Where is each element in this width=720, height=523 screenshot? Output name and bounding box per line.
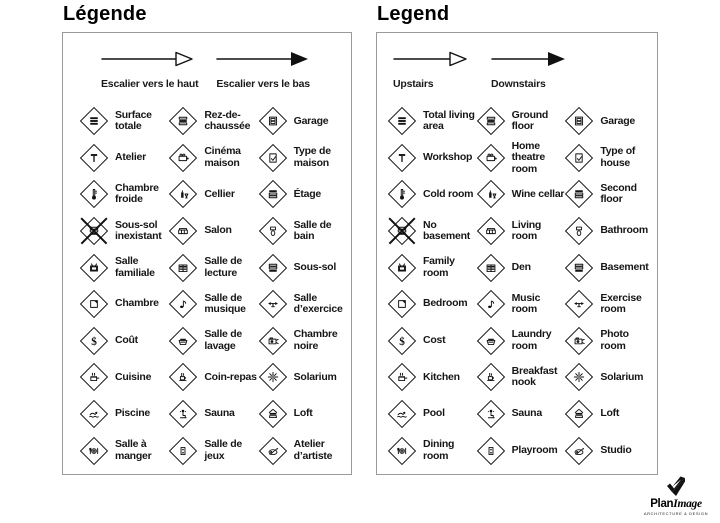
arrow-label: Escalier vers le bas xyxy=(216,78,310,90)
legend-item xyxy=(258,253,347,283)
dumbbell-icon xyxy=(258,289,288,319)
camera-icon xyxy=(564,326,594,356)
planimage-logo xyxy=(638,475,714,516)
legend-item xyxy=(564,216,653,246)
no-basement-icon xyxy=(79,216,109,246)
panel-box-english xyxy=(376,32,658,475)
legend-item-label: Second floor xyxy=(600,181,637,206)
panel-title-english: Legend xyxy=(377,3,450,25)
toilet-icon xyxy=(258,216,288,246)
floors-total-icon xyxy=(387,106,417,136)
legend-item xyxy=(476,216,565,246)
arrow-label: Downstairs xyxy=(491,78,546,90)
legend-panel-english xyxy=(376,3,658,475)
legend-item xyxy=(564,326,653,356)
legend-item xyxy=(476,106,565,136)
floors-second-icon xyxy=(258,179,288,209)
book-icon xyxy=(476,253,506,283)
legend-item-label: Salle d’exercice xyxy=(293,291,343,316)
legend-item-label: Chambre xyxy=(115,297,159,310)
legend-item-label: Basement xyxy=(600,260,649,273)
legend-item-label: Wine cellar xyxy=(511,187,565,200)
legend-item-label: Type of house xyxy=(600,145,636,169)
legend-item-label: Playroom xyxy=(511,443,558,456)
floors-ground-icon xyxy=(476,106,506,136)
cup-icon xyxy=(476,362,506,392)
swimmer-icon xyxy=(387,399,417,429)
svg-text:$: $ xyxy=(399,335,405,348)
arrow-down-solid-icon xyxy=(216,49,310,74)
legend-item xyxy=(79,106,168,136)
legend-item-label: Solarium xyxy=(600,370,644,383)
legend-item-label: Surface totale xyxy=(115,108,152,133)
arrow-down-solid-icon xyxy=(491,49,565,74)
legend-item xyxy=(476,179,565,209)
legend-item xyxy=(168,179,257,209)
legend-item xyxy=(564,399,653,429)
legend-item xyxy=(387,326,476,356)
dollar-icon xyxy=(387,326,417,356)
legend-item xyxy=(79,253,168,283)
legend-item-label: Pool xyxy=(423,407,445,420)
legend-item-label: No basement xyxy=(423,218,471,243)
legend-item xyxy=(168,326,257,356)
sun-icon xyxy=(564,362,594,392)
legend-grid-french xyxy=(79,103,347,469)
legend-item-label: Sauna xyxy=(204,407,235,420)
logo-word-image: Image xyxy=(673,498,702,510)
legend-item-label: Breakfast nook xyxy=(511,364,558,389)
loft-icon xyxy=(258,399,288,429)
legend-item-label: Den xyxy=(511,260,531,273)
legend-item xyxy=(258,106,347,136)
legend-item-label: Rez-de-chaussée xyxy=(204,108,251,133)
legend-item xyxy=(476,436,565,466)
legend-item-label: Salle de bain xyxy=(293,218,332,243)
legend-item xyxy=(79,326,168,356)
legend-item-label: Loft xyxy=(600,407,620,420)
wine-icon xyxy=(476,179,506,209)
loft-icon xyxy=(564,399,594,429)
floors-second-icon xyxy=(564,179,594,209)
dollar-icon xyxy=(79,326,109,356)
legend-item xyxy=(168,289,257,319)
cup-icon xyxy=(168,362,198,392)
legend-item-label: Salle de jeux xyxy=(204,438,243,462)
legend-item xyxy=(168,143,257,173)
toilet-icon xyxy=(564,216,594,246)
legend-item xyxy=(387,179,476,209)
legend-item xyxy=(476,289,565,319)
legend-item xyxy=(564,362,653,392)
floors-basement-icon xyxy=(258,253,288,283)
garage-icon xyxy=(258,106,288,136)
legend-item xyxy=(79,362,168,392)
panel-title-french: Légende xyxy=(63,3,147,25)
planimage-logo-mark-icon xyxy=(663,475,689,498)
legend-item-label: Salle de musique xyxy=(204,291,246,316)
legend-item-label: Garage xyxy=(600,114,636,127)
legend-item xyxy=(476,253,565,283)
legend-item xyxy=(564,106,653,136)
legend-item-label: Garage xyxy=(293,114,329,127)
legend-item-label: Dining room xyxy=(423,438,455,462)
floors-total-icon xyxy=(79,106,109,136)
legend-item-label: Music room xyxy=(511,291,541,316)
legend-item xyxy=(564,253,653,283)
hammer-icon xyxy=(387,143,417,173)
projector-icon xyxy=(476,143,506,173)
sofa-icon xyxy=(168,216,198,246)
legend-item xyxy=(387,362,476,392)
legend-item xyxy=(168,399,257,429)
dumbbell-icon xyxy=(564,289,594,319)
pot-icon xyxy=(387,362,417,392)
palette-icon xyxy=(564,436,594,466)
legend-item xyxy=(387,253,476,283)
legend-item-label: Étage xyxy=(293,187,321,200)
game-icon xyxy=(476,436,506,466)
arrow-legend-english xyxy=(393,49,653,90)
legend-item xyxy=(168,362,257,392)
logo-word-plan: Plan xyxy=(650,498,674,510)
legend-item xyxy=(387,216,476,246)
legend-item-label: Chambre froide xyxy=(115,181,159,206)
sauna-icon xyxy=(476,399,506,429)
legend-item xyxy=(168,216,257,246)
legend-item-label: Salon xyxy=(204,224,232,237)
legend-item xyxy=(564,179,653,209)
note-icon xyxy=(476,289,506,319)
legend-item-label: Coût xyxy=(115,334,138,347)
legend-item-label: Type de maison xyxy=(293,145,331,169)
legend-item xyxy=(387,143,476,173)
legend-item xyxy=(258,362,347,392)
legend-item xyxy=(79,216,168,246)
plate-icon xyxy=(387,436,417,466)
arrow-up-open xyxy=(393,49,467,90)
legend-item-label: Atelier xyxy=(115,151,146,164)
legend-panel-french xyxy=(62,3,352,475)
tv-icon xyxy=(387,253,417,283)
legend-item xyxy=(258,436,347,466)
pot-icon xyxy=(79,362,109,392)
thermometer-icon xyxy=(387,179,417,209)
floors-ground-icon xyxy=(168,106,198,136)
book-icon xyxy=(168,253,198,283)
legend-item-label: Living room xyxy=(511,218,542,243)
legend-item-label: Salle de lecture xyxy=(204,255,243,279)
legend-item-label: Photo room xyxy=(600,328,629,352)
bed-icon xyxy=(79,289,109,319)
arrow-legend-french xyxy=(101,49,347,90)
palette-icon xyxy=(258,436,288,466)
floors-basement-icon xyxy=(564,253,594,283)
svg-text:$: $ xyxy=(91,335,97,348)
hammer-icon xyxy=(79,143,109,173)
legend-item-label: Atelier d’artiste xyxy=(293,438,333,462)
arrow-up-open-icon xyxy=(101,49,198,74)
legend-item xyxy=(476,326,565,356)
legend-item xyxy=(168,106,257,136)
legend-item xyxy=(79,143,168,173)
legend-item-label: Sous-sol xyxy=(293,260,336,273)
legend-item xyxy=(258,179,347,209)
legend-item xyxy=(476,141,565,176)
panel-box-french xyxy=(62,32,352,475)
arrow-down-solid xyxy=(491,49,565,90)
legend-item-label: Cuisine xyxy=(115,370,152,383)
wine-icon xyxy=(168,179,198,209)
legend-item xyxy=(258,143,347,173)
legend-item-label: Salle familiale xyxy=(115,255,155,279)
laundry-icon xyxy=(168,326,198,356)
arrow-down-solid xyxy=(216,49,310,90)
legend-item-label: Family room xyxy=(423,255,455,279)
checklist-icon xyxy=(564,143,594,173)
swimmer-icon xyxy=(79,399,109,429)
legend-item xyxy=(476,399,565,429)
legend-item xyxy=(387,106,476,136)
legend-item-label: Ground floor xyxy=(511,108,549,133)
legend-item xyxy=(387,399,476,429)
legend-item xyxy=(258,399,347,429)
arrow-label: Upstairs xyxy=(393,78,434,90)
legend-item xyxy=(387,436,476,466)
legend-item xyxy=(168,253,257,283)
legend-item-label: Sauna xyxy=(511,407,542,420)
plate-icon xyxy=(79,436,109,466)
legend-item-label: Studio xyxy=(600,443,632,456)
legend-item xyxy=(476,362,565,392)
sofa-icon xyxy=(476,216,506,246)
legend-item-label: Coin-repas xyxy=(204,370,257,383)
legend-item-label: Bathroom xyxy=(600,224,648,237)
legend-item-label: Bedroom xyxy=(423,297,468,310)
legend-item xyxy=(79,436,168,466)
legend-item-label: Workshop xyxy=(423,151,473,164)
legend-item-label: Cinéma maison xyxy=(204,145,241,169)
legend-item-label: Sous-sol inexistant xyxy=(115,218,162,243)
legend-item-label: Loft xyxy=(293,407,313,420)
legend-item-label: Cold room xyxy=(423,187,474,200)
legend-item-label: Piscine xyxy=(115,407,151,420)
sauna-icon xyxy=(168,399,198,429)
legend-item xyxy=(258,289,347,319)
legend-item xyxy=(564,289,653,319)
legend-item-label: Total living area xyxy=(423,108,475,133)
legend-item-label: Cellier xyxy=(204,187,235,200)
legend-item xyxy=(387,289,476,319)
legend-item xyxy=(79,289,168,319)
legend-item xyxy=(564,436,653,466)
arrow-label: Escalier vers le haut xyxy=(101,78,199,90)
thermometer-icon xyxy=(79,179,109,209)
legend-item-label: Home theatre room xyxy=(511,139,545,175)
note-icon xyxy=(168,289,198,319)
game-icon xyxy=(168,436,198,466)
legend-item-label: Salle de lavage xyxy=(204,328,243,352)
no-basement-icon xyxy=(387,216,417,246)
arrow-up-open-icon xyxy=(393,49,467,74)
legend-item xyxy=(79,179,168,209)
legend-item-label: Exercise room xyxy=(600,291,642,316)
bed-icon xyxy=(387,289,417,319)
legend-item-label: Kitchen xyxy=(423,370,460,383)
laundry-icon xyxy=(476,326,506,356)
legend-item xyxy=(564,143,653,173)
planimage-logo-tagline: ARCHITECTURE & DESIGN xyxy=(643,511,709,516)
legend-item xyxy=(258,326,347,356)
legend-item xyxy=(168,436,257,466)
legend-item-label: Chambre noire xyxy=(293,328,338,352)
legend-grid-english xyxy=(387,103,653,469)
legend-item-label: Solarium xyxy=(293,370,337,383)
planimage-logo-text xyxy=(638,499,714,511)
legend-item-label: Cost xyxy=(423,334,446,347)
arrow-up-open xyxy=(101,49,198,90)
legend-item-label: Salle à manger xyxy=(115,438,152,462)
legend-item xyxy=(79,399,168,429)
checklist-icon xyxy=(258,143,288,173)
sun-icon xyxy=(258,362,288,392)
legend-item-label: Laundry room xyxy=(511,328,552,352)
garage-icon xyxy=(564,106,594,136)
camera-icon xyxy=(258,326,288,356)
projector-icon xyxy=(168,143,198,173)
legend-item xyxy=(258,216,347,246)
tv-icon xyxy=(79,253,109,283)
